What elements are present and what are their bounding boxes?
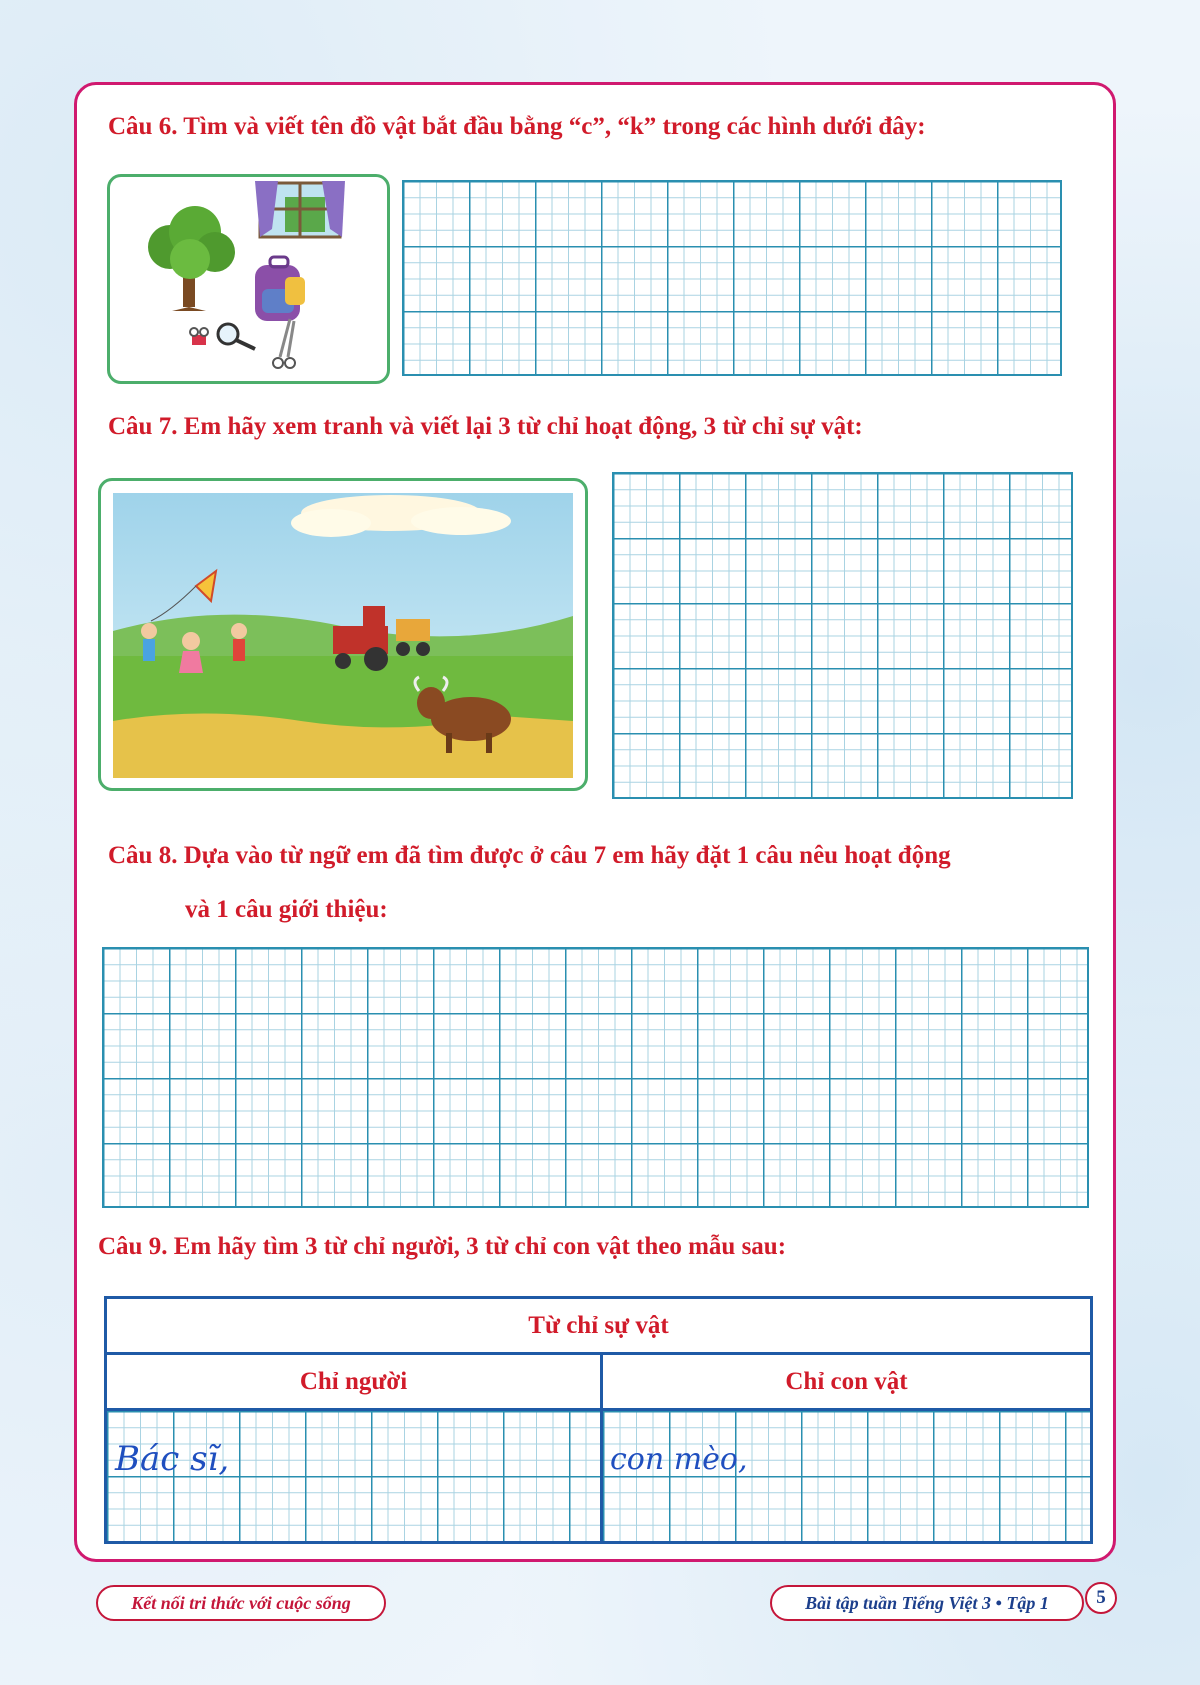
example-people-word: Bác sĩ, — [115, 1439, 230, 1479]
objects-illustration — [107, 174, 390, 384]
backpack-icon — [255, 257, 305, 321]
footer-book-title: Bài tập tuần Tiếng Việt 3 • Tập 1 — [770, 1585, 1084, 1621]
question-9: Câu 9. Em hãy tìm 3 từ chỉ người, 3 từ chỉ con vật theo mẫu sau: — [98, 1233, 787, 1260]
table-header: Từ chỉ sự vật — [107, 1299, 1090, 1355]
page-number: 5 — [1085, 1582, 1117, 1614]
column-header-people: Chỉ người — [107, 1355, 600, 1411]
objects-image — [110, 177, 387, 381]
example-animal-word: con mèo, — [610, 1442, 748, 1477]
writing-grid-q7[interactable] — [612, 472, 1073, 799]
column-header-animals: Chỉ con vật — [603, 1355, 1090, 1411]
writing-grid-q6[interactable] — [402, 180, 1062, 376]
footer-series-title: Kết nối tri thức với cuộc sống — [96, 1585, 386, 1621]
binder-clip-icon — [190, 328, 208, 345]
question-8-line-2: và 1 câu giới thiệu: — [185, 896, 388, 923]
question-8-line-1: Câu 8. Dựa vào từ ngữ em đã tìm được ở câu 7 em hãy đặt 1 câu nêu hoạt động — [108, 842, 951, 869]
column-divider — [600, 1355, 603, 1541]
writing-grid-q8[interactable] — [102, 947, 1089, 1208]
question-7: Câu 7. Em hãy xem tranh và viết lại 3 từ chỉ hoạt động, 3 từ chỉ sự vật: — [108, 413, 863, 440]
window-icon — [255, 181, 345, 237]
farm-illustration — [98, 478, 588, 791]
farm-scene-image — [101, 481, 585, 788]
question-6: Câu 6. Tìm và viết tên đồ vật bắt đầu bằng “c”, “k” trong các hình dưới đây: — [108, 113, 926, 140]
scissors-icon — [273, 319, 295, 368]
word-table — [104, 1296, 1093, 1544]
tree-icon — [148, 206, 235, 311]
magnifier-icon — [218, 324, 255, 349]
